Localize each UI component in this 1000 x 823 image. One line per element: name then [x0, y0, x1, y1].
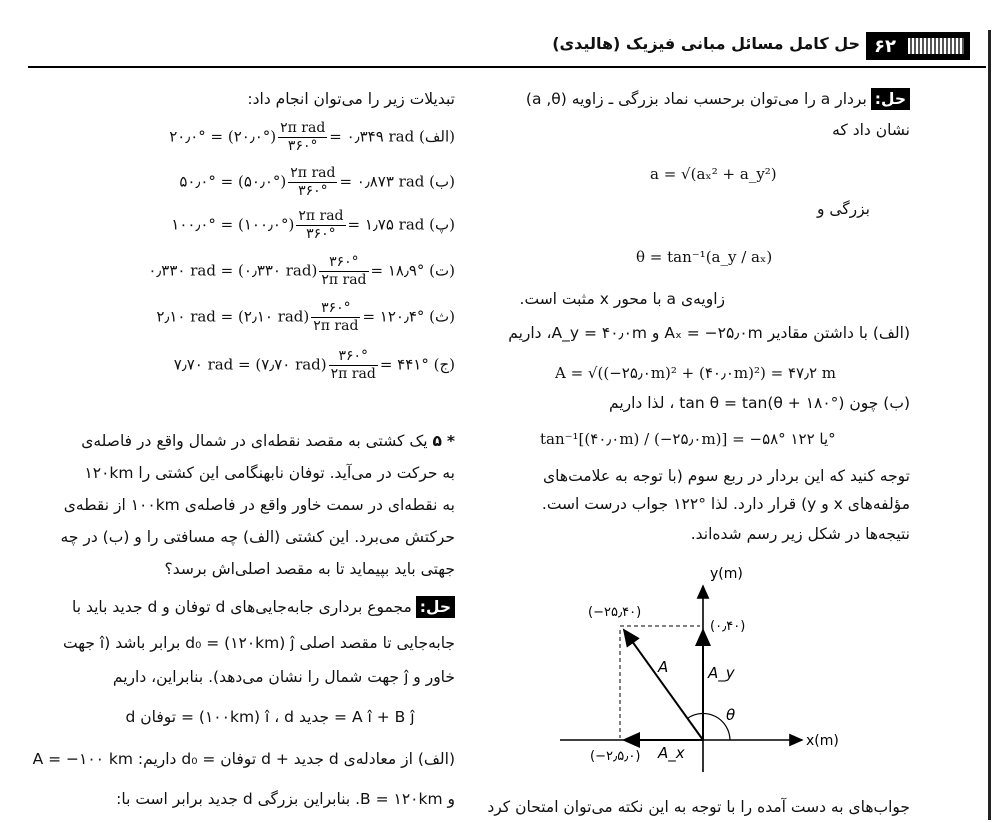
solution-line-5: و B = ۱۲۰km. بنابراین بزرگی d جدید برابر است با: — [116, 790, 455, 808]
problem-star: * — [446, 432, 455, 450]
vector-A — [624, 630, 703, 740]
solution-intro-line-2: نشان داد که — [832, 121, 910, 139]
conversion-factor — [329, 348, 378, 383]
conversion-row — [156, 300, 455, 335]
conversion-lhs: ۲۰٫۰° = (۲۰٫۰°) — [169, 127, 277, 146]
x-axis-label: x(m) — [806, 733, 839, 749]
note-line-3: نتیجه‌ها در شکل زیر رسم شده‌اند. — [690, 525, 910, 543]
solution-line-1: حل:مجموع برداری جابه‌جایی‌های d توفان و d جدید باید با — [35, 596, 455, 618]
solution-intro-line-1: حل:بردار a را می‌توان برحسب نماد بزرگی ـ زاویه (a ,θ) — [500, 88, 910, 110]
magnitude-A-equation: A = √((−۲۵٫۰m)² + (۴۰٫۰m)²) = ۴۷٫۲ m — [555, 364, 837, 382]
solution-displacement-equation: d توفان = (۱۰۰km) î ، d جدید = A î + B ĵ — [125, 708, 415, 726]
problem-line-4: حرکتش می‌برد. این کشتی (الف) چه مسافتی را و (ب) در چه — [60, 528, 455, 546]
label-theta: θ — [726, 706, 736, 724]
part-b-text: (ب) چون tan θ = tan(θ + ۱۸۰°) ، لذا داریم — [609, 394, 910, 412]
angle-equation: θ = tan⁻¹(a_y / aₓ) — [636, 248, 773, 266]
factor-denominator: ۳۶۰° — [298, 183, 328, 199]
conversion-tag: (ج) — [433, 355, 455, 374]
magnitude-text: بزرگی و — [816, 200, 870, 218]
note-line-2: مؤلفه‌های x و y) قرار دارد. لذا °۱۲۲ جواب درست است. — [541, 495, 910, 513]
problem-number: ۵ — [432, 432, 442, 450]
conversion-tag: (الف) — [419, 127, 455, 146]
conversion-lhs: ۱۰۰٫۰° = (۱۰۰٫۰°) — [171, 215, 295, 234]
factor-denominator: ۳۶۰° — [306, 226, 336, 242]
badge-pattern — [908, 38, 964, 54]
conversion-rhs: = ۱٫۷۵ rad — [347, 215, 425, 234]
factor-denominator: ۲π rad — [330, 366, 376, 382]
factor-denominator: ۲π rad — [313, 318, 359, 334]
conversion-lhs: ۷٫۷۰ rad = (۷٫۷۰ rad) — [173, 355, 327, 374]
label-Ax: A_x — [658, 744, 685, 762]
conversions-intro: تبدیلات زیر را می‌توان انجام داد: — [247, 90, 455, 108]
point-x-label: (−۲٫۵٫۰) — [590, 749, 641, 764]
conversion-row — [148, 254, 455, 289]
conversion-rhs: = ۱۸٫۹° — [370, 261, 425, 280]
problem-line-3: به نقطه‌ای در سمت خاور واقع در فاصله‌ی ۱۰۰km از نقطه‌ی — [63, 496, 455, 514]
solution-label-left: حل: — [416, 596, 455, 618]
vector-figure — [540, 560, 870, 785]
factor-numerator: ۳۶۰° — [311, 300, 360, 318]
conversion-rhs: = ۱۲۰٫۴° — [362, 307, 425, 326]
point-tip-label: (−۲۵٫۴۰) — [588, 605, 642, 620]
conversion-row — [169, 120, 455, 155]
arctan-equation: tan⁻¹[(۴۰٫۰m) / (−۲۵٫۰m)] = −۵۸° یا ۱۲۲° — [540, 430, 836, 448]
part-a-text: (الف) با داشتن مقادیر Aₓ = −۲۵٫۰m و A_y = ۴۰٫۰m، داریم — [508, 324, 910, 342]
factor-denominator: ۲π rad — [321, 272, 367, 288]
conversion-row — [174, 348, 455, 383]
conversion-rhs: = ۰٫۳۴۹ rad — [329, 127, 415, 146]
factor-numerator: ۲π rad — [298, 208, 344, 224]
problem-line-5: جهتی باید بپیماید تا به مقصد اصلی‌اش برسد؟ — [164, 560, 455, 578]
label-A: A — [658, 658, 669, 676]
problem-line-2: ۱۲۰km به حرکت در می‌آید. توفان نابهنگامی این کشتی را — [84, 464, 455, 482]
conversion-lhs: ۲٫۱۰ rad = (۲٫۱۰ rad) — [156, 307, 310, 326]
problem-line-1: * ۵ یک کشتی به مقصد نقطه‌ای در شمال واقع در فاصله‌ی — [81, 432, 455, 450]
conversion-lhs: ۰٫۳۳۰ rad = (۰٫۳۳۰ rad) — [148, 261, 318, 280]
conversion-factor — [319, 254, 368, 289]
solution-line-3: خاور و ĵ جهت شمال را نشان می‌دهد). بنابراین، داریم — [112, 668, 455, 686]
label-Ay: A_y — [708, 664, 735, 682]
conversion-tag: (ث) — [429, 307, 455, 326]
book-title: حل کامل مسائل مبانی فیزیک (هالیدی) — [552, 34, 860, 53]
conversion-tag: (ب) — [429, 172, 455, 191]
conversion-row — [171, 208, 455, 243]
factor-numerator: ۳۶۰° — [319, 254, 368, 272]
solution-line-4: (الف) از معادله‌ی d جدید + d توفان = d₀ داریم: A = −۱۰۰ km — [32, 750, 455, 768]
point-y-label: (۰٫۴۰) — [710, 619, 746, 634]
conversion-tag: (پ) — [429, 215, 455, 234]
page-number: ۶۲ — [874, 35, 896, 57]
header-rule — [28, 66, 986, 68]
conversion-factor — [296, 208, 345, 243]
conversion-factor — [278, 120, 327, 155]
factor-numerator: ۳۶۰° — [329, 348, 378, 366]
angle-text: زاویه‌ی a با محور x مثبت است. — [519, 290, 725, 308]
solution-label: حل: — [871, 88, 910, 110]
conversion-factor — [311, 300, 360, 335]
conversion-rhs: = ۴۴۱° — [379, 355, 429, 374]
factor-numerator: ۲π rad — [280, 120, 326, 136]
conversion-row — [179, 165, 455, 200]
y-axis-label: y(m) — [710, 566, 743, 582]
factor-numerator: ۲π rad — [290, 165, 336, 181]
page-number-badge — [866, 32, 970, 60]
conversion-rhs: = ۰٫۸۷۳ rad — [339, 172, 425, 191]
solution-line-2: جابه‌جایی تا مقصد اصلی d₀ = (۱۲۰km) ĵ برابر باشد (î جهت — [63, 634, 455, 652]
magnitude-equation: a = √(aₓ² + a_y²) — [650, 165, 777, 183]
note-line-1: توجه کنید که این بردار در ربع سوم (با توجه به علامت‌های — [543, 467, 910, 485]
factor-denominator: ۳۶۰° — [287, 138, 318, 154]
page-edge-bar — [988, 30, 991, 820]
conversion-factor — [288, 165, 337, 200]
conversion-lhs: ۵۰٫۰° = (۵۰٫۰°) — [179, 172, 287, 191]
last-line: جواب‌های به دست آمده را با توجه به این نکته می‌توان امتحان کرد — [487, 798, 910, 816]
conversion-tag: (ت) — [429, 261, 455, 280]
